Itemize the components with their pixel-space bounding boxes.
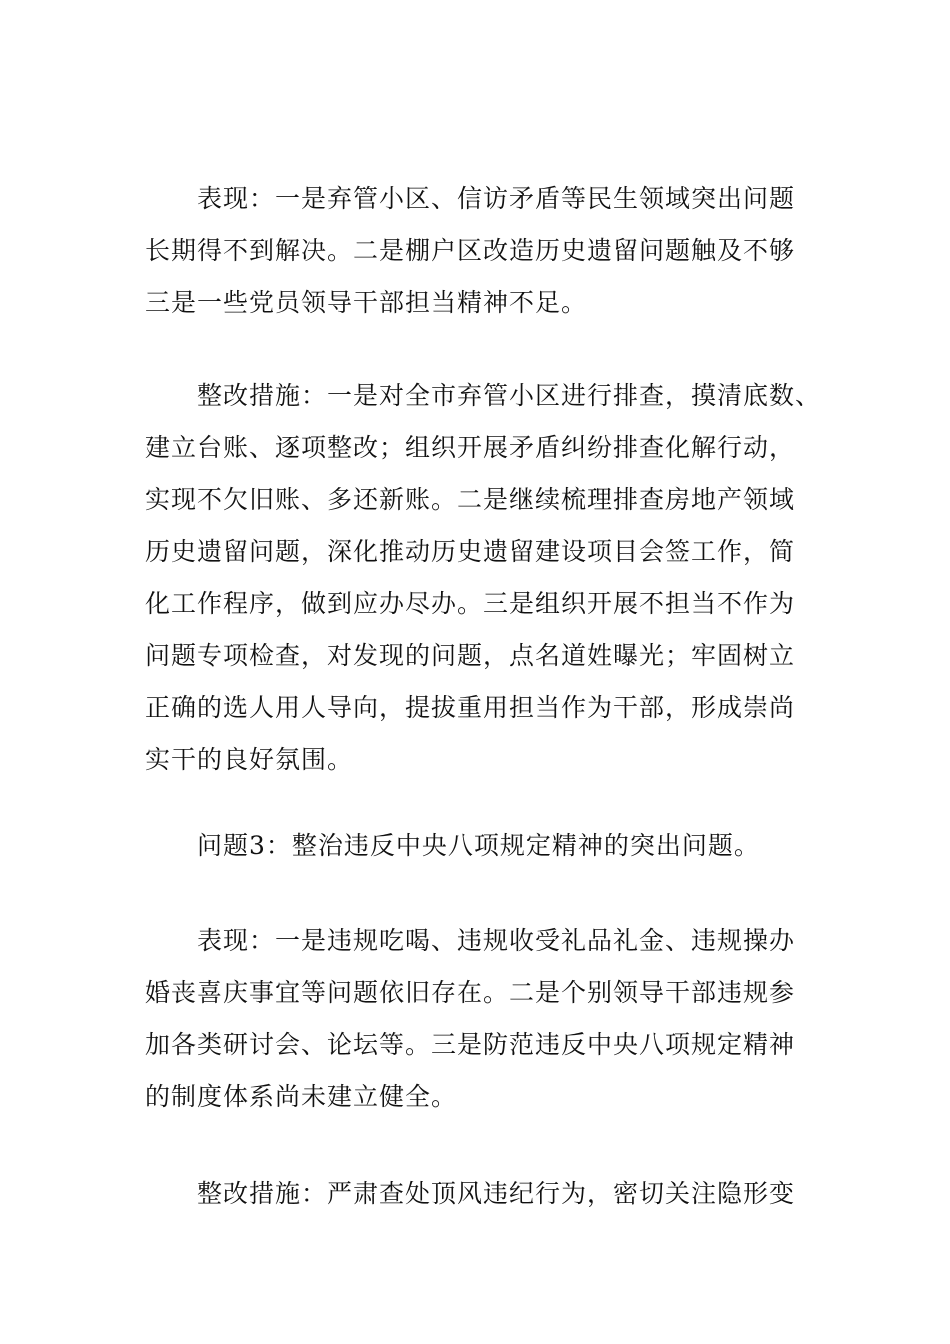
paragraph-problem-3-heading — [145, 820, 835, 872]
paragraph-manifestation-2 — [145, 915, 835, 1123]
text-line: 问题3：整治违反中央八项规定精神的突出问题。 — [197, 831, 760, 860]
paragraph-manifestation-1 — [145, 173, 835, 329]
text-line: 的制度体系尚未建立健全。 — [145, 1082, 458, 1111]
text-line: 整改措施：严肃查处顶风违纪行为，密切关注隐形变 — [197, 1179, 796, 1208]
text-line: 建立台账、逐项整改；组织开展矛盾纠纷排查化解行动， — [145, 433, 796, 462]
text-line: 化工作程序，做到应办尽办。三是组织开展不担当不作为 — [145, 589, 796, 618]
text-line: 整改措施：一是对全市弃管小区进行排查，摸清底数、 — [197, 381, 822, 410]
text-line: 长期得不到解决。二是棚户区改造历史遗留问题触及不够 — [145, 236, 796, 265]
text-line: 婚丧喜庆事宜等问题依旧存在。二是个别领导干部违规参 — [145, 978, 796, 1007]
text-line: 历史遗留问题，深化推动历史遗留建设项目会签工作，简 — [145, 537, 796, 566]
text-line: 实干的良好氛围。 — [145, 745, 354, 774]
text-line: 表现：一是弃管小区、信访矛盾等民生领域突出问题 — [197, 184, 796, 213]
text-line: 问题专项检查，对发现的问题，点名道姓曝光；牢固树立 — [145, 641, 796, 670]
text-line: 实现不欠旧账、多还新账。二是继续梳理排查房地产领域 — [145, 485, 796, 514]
paragraph-rectification-measures-2 — [145, 1168, 835, 1220]
text-line: 加各类研讨会、论坛等。三是防范违反中央八项规定精神 — [145, 1030, 796, 1059]
text-line: 正确的选人用人导向，提拔重用担当作为干部，形成崇尚 — [145, 693, 796, 722]
text-line: 三是一些党员领导干部担当精神不足。 — [145, 288, 588, 317]
paragraph-rectification-measures-1 — [145, 370, 835, 786]
text-line: 表现：一是违规吃喝、违规收受礼品礼金、违规操办 — [197, 926, 796, 955]
